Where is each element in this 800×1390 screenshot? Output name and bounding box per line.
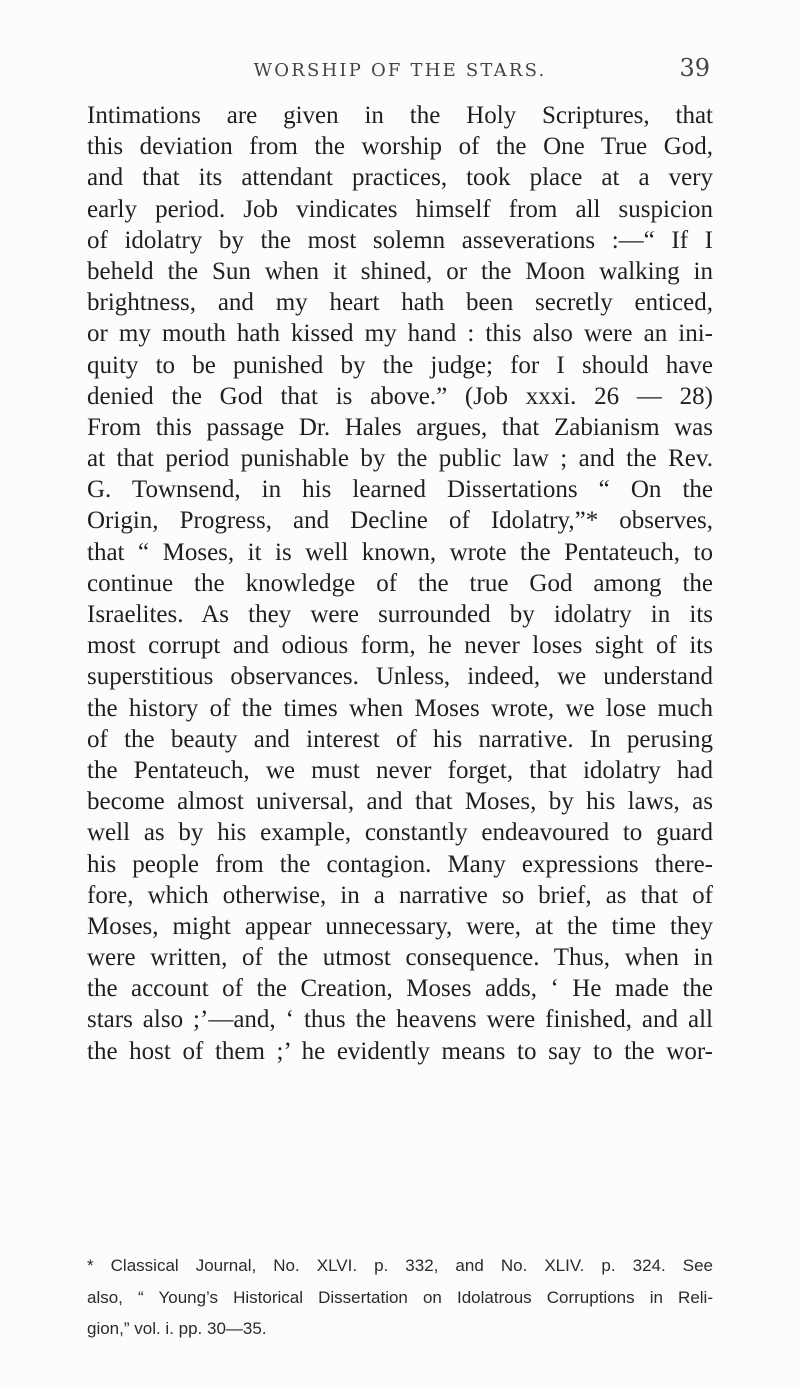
body-line: Intimations are given in the Holy Scriptures, that [87, 102, 713, 129]
footnote [87, 1250, 713, 1345]
body-line: become almost universal, and that Moses, by his laws, as [87, 788, 713, 816]
body-line: or my mouth hath kissed my hand : this also were an ini- [87, 320, 713, 348]
body-line: Moses, might appear unnecessary, were, at the time they [87, 912, 713, 940]
body-line: brightness, and my heart hath been secretly enticed, [87, 289, 713, 317]
body-line: this deviation from the worship of the One True God, [87, 133, 713, 161]
body-line: From this passage Dr. Hales argues, that Zabianism was [87, 413, 713, 441]
running-title: WORSHIP OF THE STARS. [253, 60, 547, 81]
body-line: early period. Job vindicates himself from all suspicion [87, 195, 713, 223]
body-line: denied the God that is above.” (Job xxxi. 26 — 28) [87, 382, 713, 410]
body-line: well as by his example, constantly endeavoured to guard [87, 819, 713, 847]
footnote-line: * Classical Journal, No. XLVI. p. 332, and No. XLIV. p. 324. See [87, 1256, 713, 1275]
body-line: were written, of the utmost consequence. Thus, when in [87, 944, 713, 972]
body-line: at that period punishable by the public law ; and the Rev. [87, 445, 713, 473]
body-line: stars also ;’—and, ‘ thus the heavens were finished, and all [87, 1006, 713, 1034]
body-line: of idolatry by the most solemn asseverations :—“ If I [87, 226, 713, 254]
body-line: the host of them ;’ he evidently means to say to the wor- [87, 1037, 713, 1065]
body-line: most corrupt and odious form, he never loses sight of its [87, 632, 713, 660]
body-line: his people from the contagion. Many expressions there- [87, 850, 713, 878]
body-text [87, 100, 713, 1067]
body-line: fore, which otherwise, in a narrative so brief, as that of [87, 881, 713, 909]
body-line: the history of the times when Moses wrote, we lose much [87, 694, 713, 722]
body-line: superstitious observances. Unless, indeed, we understand [87, 663, 713, 691]
body-line: the Pentateuch, we must never forget, that idolatry had [87, 756, 713, 784]
body-line: and that its attendant practices, took place at a very [87, 164, 713, 192]
footnote-line: gion,” vol. i. pp. 30—35. [87, 1319, 267, 1338]
body-line: quity to be punished by the judge; for I should have [87, 351, 713, 379]
body-line: continue the knowledge of the true God among the [87, 569, 713, 597]
running-head [0, 54, 800, 90]
body-line: the account of the Creation, Moses adds, ‘ He made the [87, 975, 713, 1003]
footnote-line: also, “ Young’s Historical Dissertation on Idolatrous Corruptions in Reli- [87, 1287, 713, 1307]
body-line: beheld the Sun when it shined, or the Moon walking in [87, 257, 713, 285]
body-line: that “ Moses, it is well known, wrote the Pentateuch, to [87, 538, 713, 566]
page-number: 39 [679, 54, 710, 82]
body-line: Origin, Progress, and Decline of Idolatry,”* observes, [87, 507, 713, 535]
body-line: of the beauty and interest of his narrative. In perusing [87, 725, 713, 753]
body-line: G. Townsend, in his learned Dissertations “ On the [87, 476, 713, 504]
body-line: Israelites. As they were surrounded by idolatry in its [87, 601, 713, 628]
